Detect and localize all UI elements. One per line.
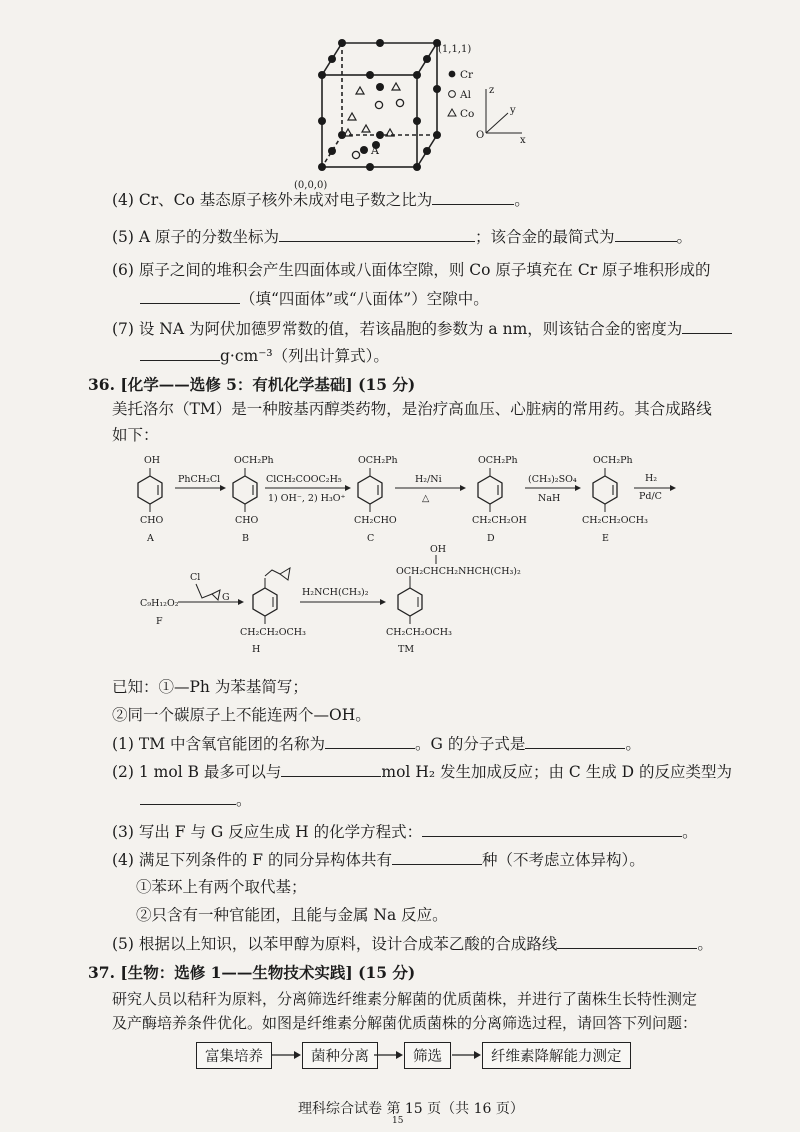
- q36-4-cond1: ①苯环上有两个取代基；: [136, 878, 307, 896]
- answer-blank[interactable]: [557, 932, 697, 949]
- q36-2-cont: 。: [140, 788, 252, 811]
- answer-blank[interactable]: [525, 732, 625, 749]
- reagent-5a: H₂: [645, 473, 658, 484]
- answer-blank[interactable]: [325, 732, 415, 749]
- h-ch2ch2och3: CH₂CH₂OCH₃: [240, 627, 306, 638]
- answer-blank[interactable]: [140, 287, 240, 304]
- q37-header: 37. [生物：选修 1——生物技术实践] (15 分): [88, 963, 416, 982]
- flow-arrow-1: [272, 1048, 302, 1062]
- atom-a-label: A: [371, 144, 379, 157]
- reagent-2b: 1) OH⁻, 2) H₃O⁺: [268, 493, 346, 504]
- axis-origin: O: [476, 130, 485, 141]
- e-och2ph: OCH₂Ph: [593, 455, 633, 466]
- a-oh: OH: [144, 455, 161, 466]
- c-ch2cho: CH₂CHO: [354, 515, 397, 526]
- a-cho: CHO: [140, 515, 164, 526]
- tm-chain: OCH₂CHCH₂NHCH(CH₃)₂: [396, 566, 521, 577]
- q36-intro-1: 美托洛尔（TM）是一种胺基丙醇类药物，是治疗高血压、心脏病的常用药。其合成路线: [112, 400, 712, 418]
- label-h: H: [252, 644, 261, 655]
- d-ch2ch2oh: CH₂CH₂OH: [472, 515, 527, 526]
- label-b: B: [242, 533, 249, 544]
- label-f: F: [156, 616, 163, 627]
- q37-line-1: 研究人员以秸秆为原料，分离筛选纤维素分解菌的优质菌株，并进行了菌株生长特性测定: [112, 990, 698, 1008]
- q37-line-2: 及产酶培养条件优化。如图是纤维素分解菌优质菌株的分离筛选过程，请回答下列问题：: [112, 1014, 698, 1032]
- question-7-line1: (7) 设 NA 为阿伏加德罗常数的值，若该晶胞的参数为 a nm，则该钴合金的密度为: [112, 317, 732, 340]
- question-7-line2: g·cm⁻³（列出计算式）。: [140, 344, 389, 367]
- e-ch2ch2och3: CH₂CH₂OCH₃: [582, 515, 648, 526]
- synthesis-route-row2: [140, 540, 580, 660]
- answer-blank[interactable]: [682, 317, 732, 334]
- label-c: C: [367, 533, 375, 544]
- answer-blank[interactable]: [392, 848, 482, 865]
- answer-blank[interactable]: [281, 760, 381, 777]
- synthesis-route-row1: [120, 448, 680, 548]
- legend-al: Al: [460, 89, 471, 101]
- axis-y: y: [510, 105, 516, 116]
- flow-arrow-3: [452, 1048, 482, 1062]
- b-cho: CHO: [235, 515, 259, 526]
- question-4: (4) Cr、Co 基态原子核外未成对电子数之比为 。: [112, 188, 530, 211]
- question-5: (5) A 原子的分数坐标为 ；该合金的最简式为 。: [112, 225, 692, 248]
- reagent-3a: H₂/Ni: [415, 474, 442, 485]
- known-2: ②同一个碳原子上不能连两个—OH。: [112, 706, 371, 724]
- flow-step-3: 筛选: [404, 1042, 451, 1069]
- flow-arrow-2: [374, 1048, 404, 1062]
- label-e: E: [602, 533, 609, 544]
- q36-1: (1) TM 中含氧官能团的名称为 。G 的分子式是 。: [112, 732, 641, 755]
- answer-blank[interactable]: [422, 820, 682, 837]
- flow-step-2: 菌种分离: [302, 1042, 378, 1069]
- q36-2: (2) 1 mol B 最多可以与 mol H₂ 发生加成反应；由 C 生成 D 的反应类型为: [112, 760, 732, 783]
- label-a: A: [147, 533, 154, 544]
- b-och2ph: OCH₂Ph: [234, 455, 274, 466]
- reagent-4a: (CH₃)₂SO₄: [528, 474, 577, 485]
- q36-5: (5) 根据以上知识，以苯甲醇为原料，设计合成苯乙酸的合成路线 。: [112, 932, 713, 955]
- answer-blank[interactable]: [432, 188, 514, 205]
- answer-blank[interactable]: [279, 225, 475, 242]
- page-footer: 理科综合试卷 第 15 页（共 16 页）: [298, 1101, 524, 1117]
- q36-header: 36. [化学——选修 5：有机化学基础] (15 分): [88, 375, 416, 394]
- answer-blank[interactable]: [615, 225, 677, 242]
- question-6-line1: (6) 原子之间的堆积会产生四面体或八面体空隙，则 Co 原子填充在 Cr 原子堆积形成的: [112, 261, 711, 279]
- tm-oh: OH: [430, 544, 447, 555]
- flow-step-1: 富集培养: [196, 1042, 272, 1069]
- answer-blank[interactable]: [140, 788, 236, 805]
- q36-3: (3) 写出 F 与 G 反应生成 H 的化学方程式： 。: [112, 820, 698, 843]
- legend-co: Co: [460, 108, 475, 120]
- label-tm: TM: [398, 644, 415, 655]
- f-formula: C₉H₁₂O₂: [140, 598, 179, 609]
- g-cl: Cl: [190, 572, 201, 583]
- reagent-2a: ClCH₂COOC₂H₅: [266, 474, 342, 485]
- front-face: [322, 75, 417, 167]
- reagent-3b: △: [422, 493, 430, 504]
- q36-intro-2: 如下：: [112, 426, 159, 444]
- axis-x: x: [520, 135, 526, 146]
- reagent-6: H₂NCH(CH₃)₂: [302, 587, 369, 598]
- label-d: D: [487, 533, 495, 544]
- tm-ch2ch2och3: CH₂CH₂OCH₃: [386, 627, 452, 638]
- legend-cr: Cr: [460, 69, 474, 81]
- crystal-cell-figure: [280, 25, 540, 195]
- d-och2ph: OCH₂Ph: [478, 455, 518, 466]
- label-g: G: [222, 592, 230, 603]
- c-och2ph: OCH₂Ph: [358, 455, 398, 466]
- page-number: 15: [392, 1116, 404, 1126]
- axis-z: z: [489, 85, 495, 96]
- question-6-line2: （填“四面体”或“八面体”）空隙中。: [140, 287, 489, 310]
- reagent-5b: Pd/C: [639, 491, 662, 502]
- q36-4: (4) 满足下列条件的 F 的同分异构体共有 种（不考虑立体异构）。: [112, 848, 645, 871]
- answer-blank[interactable]: [140, 344, 220, 361]
- reagent-4b: NaH: [538, 493, 561, 504]
- flow-step-4: 纤维素降解能力测定: [482, 1042, 631, 1069]
- q36-4-cond2: ②只含有一种官能团，且能与金属 Na 反应。: [136, 906, 448, 924]
- reagent-1: PhCH₂Cl: [178, 474, 221, 485]
- corner-label-top: (1,1,1): [438, 44, 472, 55]
- known-1: 已知：①—Ph 为苯基简写；: [112, 678, 308, 696]
- corner-label-bottom: (0,0,0): [294, 180, 328, 191]
